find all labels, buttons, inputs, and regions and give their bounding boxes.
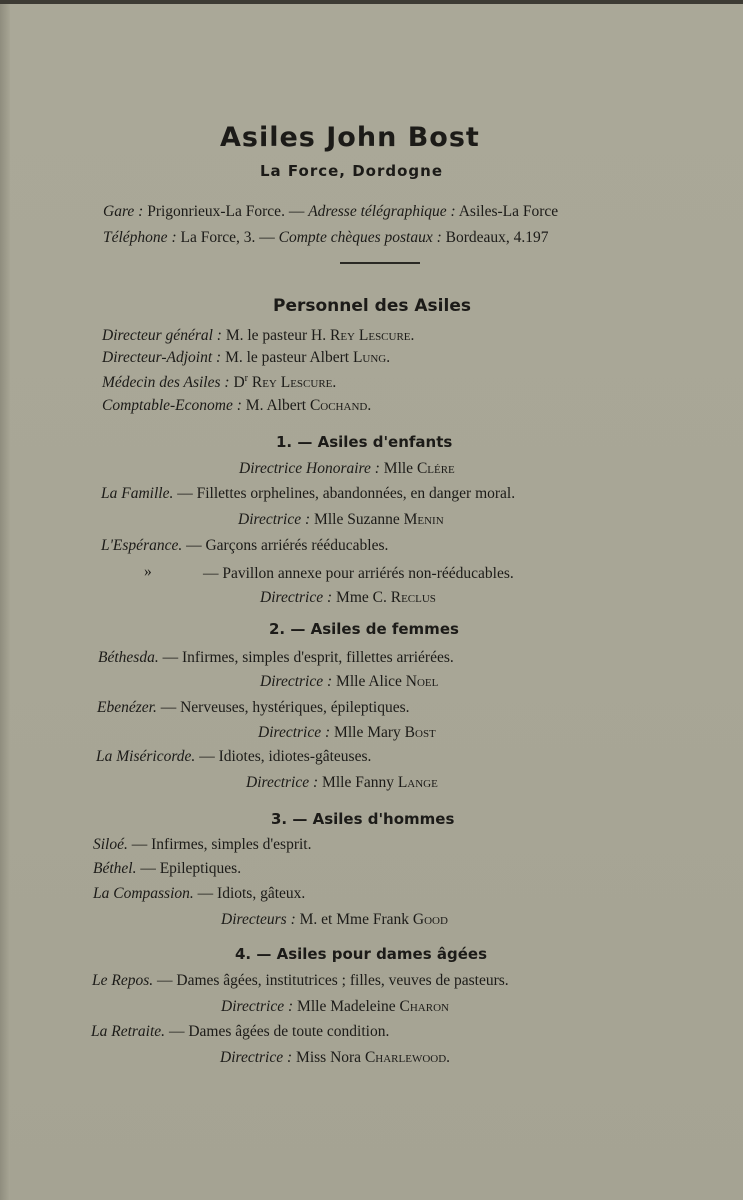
contact-line-2 bbox=[103, 230, 549, 246]
retraite-line bbox=[91, 1024, 389, 1040]
section3-dir-name: Good bbox=[412, 911, 448, 928]
famille-dir-name: Menin bbox=[403, 511, 444, 528]
staff-doctor bbox=[102, 374, 336, 391]
accountant-prefix: M. Albert bbox=[245, 397, 307, 414]
bethel-name: Béthel. bbox=[93, 860, 137, 877]
ebenezer-name: Ebenézer. bbox=[97, 699, 157, 716]
misericorde-dir-name: Lange bbox=[397, 774, 438, 791]
esperance-line bbox=[101, 538, 388, 554]
gare-label: Gare : bbox=[103, 203, 144, 220]
bethesda-desc: — Infirmes, simples d'esprit, fillettes arriérées. bbox=[162, 649, 454, 666]
bethesda-dir-label: Directrice : bbox=[260, 673, 333, 690]
ebenezer-line bbox=[97, 700, 410, 716]
section4-heading: 4. — Asiles pour dames âgées bbox=[235, 945, 488, 963]
bethesda-line bbox=[98, 650, 454, 666]
doctor-sup: r bbox=[244, 373, 248, 384]
esperance-dir-label: Directrice : bbox=[260, 589, 333, 606]
compassion-desc: — Idiots, gâteux. bbox=[197, 885, 306, 902]
staff-director bbox=[102, 328, 414, 344]
bethesda-name: Béthesda. bbox=[98, 649, 159, 666]
misericorde-dir-label: Directrice : bbox=[246, 774, 319, 791]
deputy-label: Directeur-Adjoint : bbox=[102, 349, 222, 366]
bethesda-director bbox=[260, 674, 438, 690]
deputy-prefix: M. le pasteur Albert bbox=[225, 349, 350, 366]
dash: — bbox=[288, 203, 305, 220]
hon-director bbox=[239, 461, 455, 477]
section3-heading: 3. — Asiles d'hommes bbox=[271, 810, 455, 828]
famille-dir-label: Directrice : bbox=[238, 511, 311, 528]
ebenezer-dir-label: Directrice : bbox=[258, 724, 331, 741]
misericorde-dir-prefix: Mlle Fanny bbox=[322, 774, 394, 791]
phone-value: La Force, 3. bbox=[180, 229, 256, 246]
deputy-name: Lung. bbox=[352, 349, 391, 366]
compassion-line bbox=[93, 886, 305, 902]
bethel-desc: — Epileptiques. bbox=[140, 860, 242, 877]
esperance-dir-prefix: Mme C. bbox=[336, 589, 387, 606]
siloe-line bbox=[93, 837, 311, 853]
repos-dir-name: Charon bbox=[399, 998, 449, 1015]
director-prefix: M. le pasteur H. bbox=[225, 327, 327, 344]
misericorde-name: La Miséricorde. bbox=[96, 748, 196, 765]
retraite-dir-name: Charlewood. bbox=[364, 1049, 451, 1066]
repos-dir-prefix: Mlle Madeleine bbox=[297, 998, 396, 1015]
staff-accountant bbox=[102, 398, 371, 414]
retraite-dir-prefix: Miss Nora bbox=[296, 1049, 362, 1066]
section3-dir-prefix: M. et Mme Frank bbox=[299, 911, 409, 928]
ebenezer-dir-name: Bost bbox=[404, 724, 436, 741]
repos-name: Le Repos. bbox=[92, 972, 154, 989]
hon-name: Clére bbox=[416, 460, 455, 477]
contact-line-1 bbox=[103, 204, 558, 220]
bethesda-dir-name: Noel bbox=[405, 673, 439, 690]
ebenezer-dir-prefix: Mlle Mary bbox=[334, 724, 401, 741]
siloe-name: Siloé. bbox=[93, 836, 128, 853]
esperance-desc: — Garçons arriérés rééducables. bbox=[186, 537, 389, 554]
retraite-director bbox=[220, 1050, 450, 1066]
esperance-director bbox=[260, 590, 436, 606]
misericorde-desc: — Idiotes, idiotes-gâteuses. bbox=[199, 748, 372, 765]
section1-heading: 1. — Asiles d'enfants bbox=[276, 433, 453, 451]
gare-value: Prigonrieux-La Force. bbox=[147, 203, 285, 220]
doctor-name: Rey Lescure. bbox=[251, 374, 337, 392]
phone-label: Téléphone : bbox=[103, 229, 177, 246]
telegraph-label: Adresse télégraphique : bbox=[308, 203, 456, 220]
bethel-line bbox=[93, 861, 241, 877]
esperance-name: L'Espérance. bbox=[101, 537, 183, 554]
staff-deputy bbox=[102, 350, 390, 366]
bethesda-dir-prefix: Mlle Alice bbox=[336, 673, 402, 690]
repos-dir-label: Directrice : bbox=[221, 998, 294, 1015]
misericorde-line bbox=[96, 749, 371, 765]
director-name: Rey Lescure. bbox=[330, 327, 415, 344]
telegraph-value: Asiles-La Force bbox=[458, 203, 559, 220]
doctor-prefix: D bbox=[233, 374, 245, 392]
famille-desc: — Fillettes orphelines, abandonnées, en danger moral. bbox=[177, 485, 516, 502]
staff-heading: Personnel des Asiles bbox=[273, 296, 471, 316]
page-title: Asiles John Bost bbox=[220, 122, 480, 153]
dash: — bbox=[259, 229, 275, 246]
esperance-dir-name: Reclus bbox=[390, 589, 436, 606]
repos-line bbox=[92, 973, 509, 989]
annexe-mark: » bbox=[144, 563, 152, 580]
section3-director bbox=[221, 912, 448, 928]
repos-director bbox=[221, 999, 449, 1015]
ebenezer-director bbox=[258, 725, 436, 741]
postal-value: Bordeaux, 4.197 bbox=[445, 229, 549, 246]
famille-name: La Famille. bbox=[101, 485, 174, 502]
famille-director bbox=[238, 512, 444, 528]
section3-dir-label: Directeurs : bbox=[221, 911, 296, 928]
retraite-desc: — Dames âgées de toute condition. bbox=[168, 1023, 390, 1040]
famille-dir-prefix: Mlle Suzanne bbox=[314, 511, 400, 528]
famille-line bbox=[101, 486, 515, 502]
section2-heading: 2. — Asiles de femmes bbox=[269, 620, 459, 638]
page-subtitle: La Force, Dordogne bbox=[260, 162, 444, 180]
siloe-desc: — Infirmes, simples d'esprit. bbox=[131, 836, 312, 853]
ebenezer-desc: — Nerveuses, hystériques, épileptiques. bbox=[160, 699, 410, 716]
director-label: Directeur général : bbox=[102, 327, 222, 344]
accountant-name: Cochand. bbox=[309, 397, 372, 414]
hon-prefix: Mlle bbox=[383, 460, 414, 477]
retraite-dir-label: Directrice : bbox=[220, 1049, 293, 1066]
repos-desc: — Dames âgées, institutrices ; filles, veuves de pasteurs. bbox=[157, 972, 509, 989]
compassion-name: La Compassion. bbox=[93, 885, 194, 902]
misericorde-director bbox=[246, 775, 438, 791]
divider-rule bbox=[340, 262, 420, 264]
retraite-name: La Retraite. bbox=[91, 1023, 166, 1040]
hon-label: Directrice Honoraire : bbox=[239, 460, 380, 477]
postal-label: Compte chèques postaux : bbox=[278, 229, 442, 246]
accountant-label: Comptable-Econome : bbox=[102, 397, 242, 414]
annexe-desc: — Pavillon annexe pour arriérés non-rééducables. bbox=[203, 565, 514, 582]
doctor-label: Médecin des Asiles : bbox=[102, 374, 230, 392]
